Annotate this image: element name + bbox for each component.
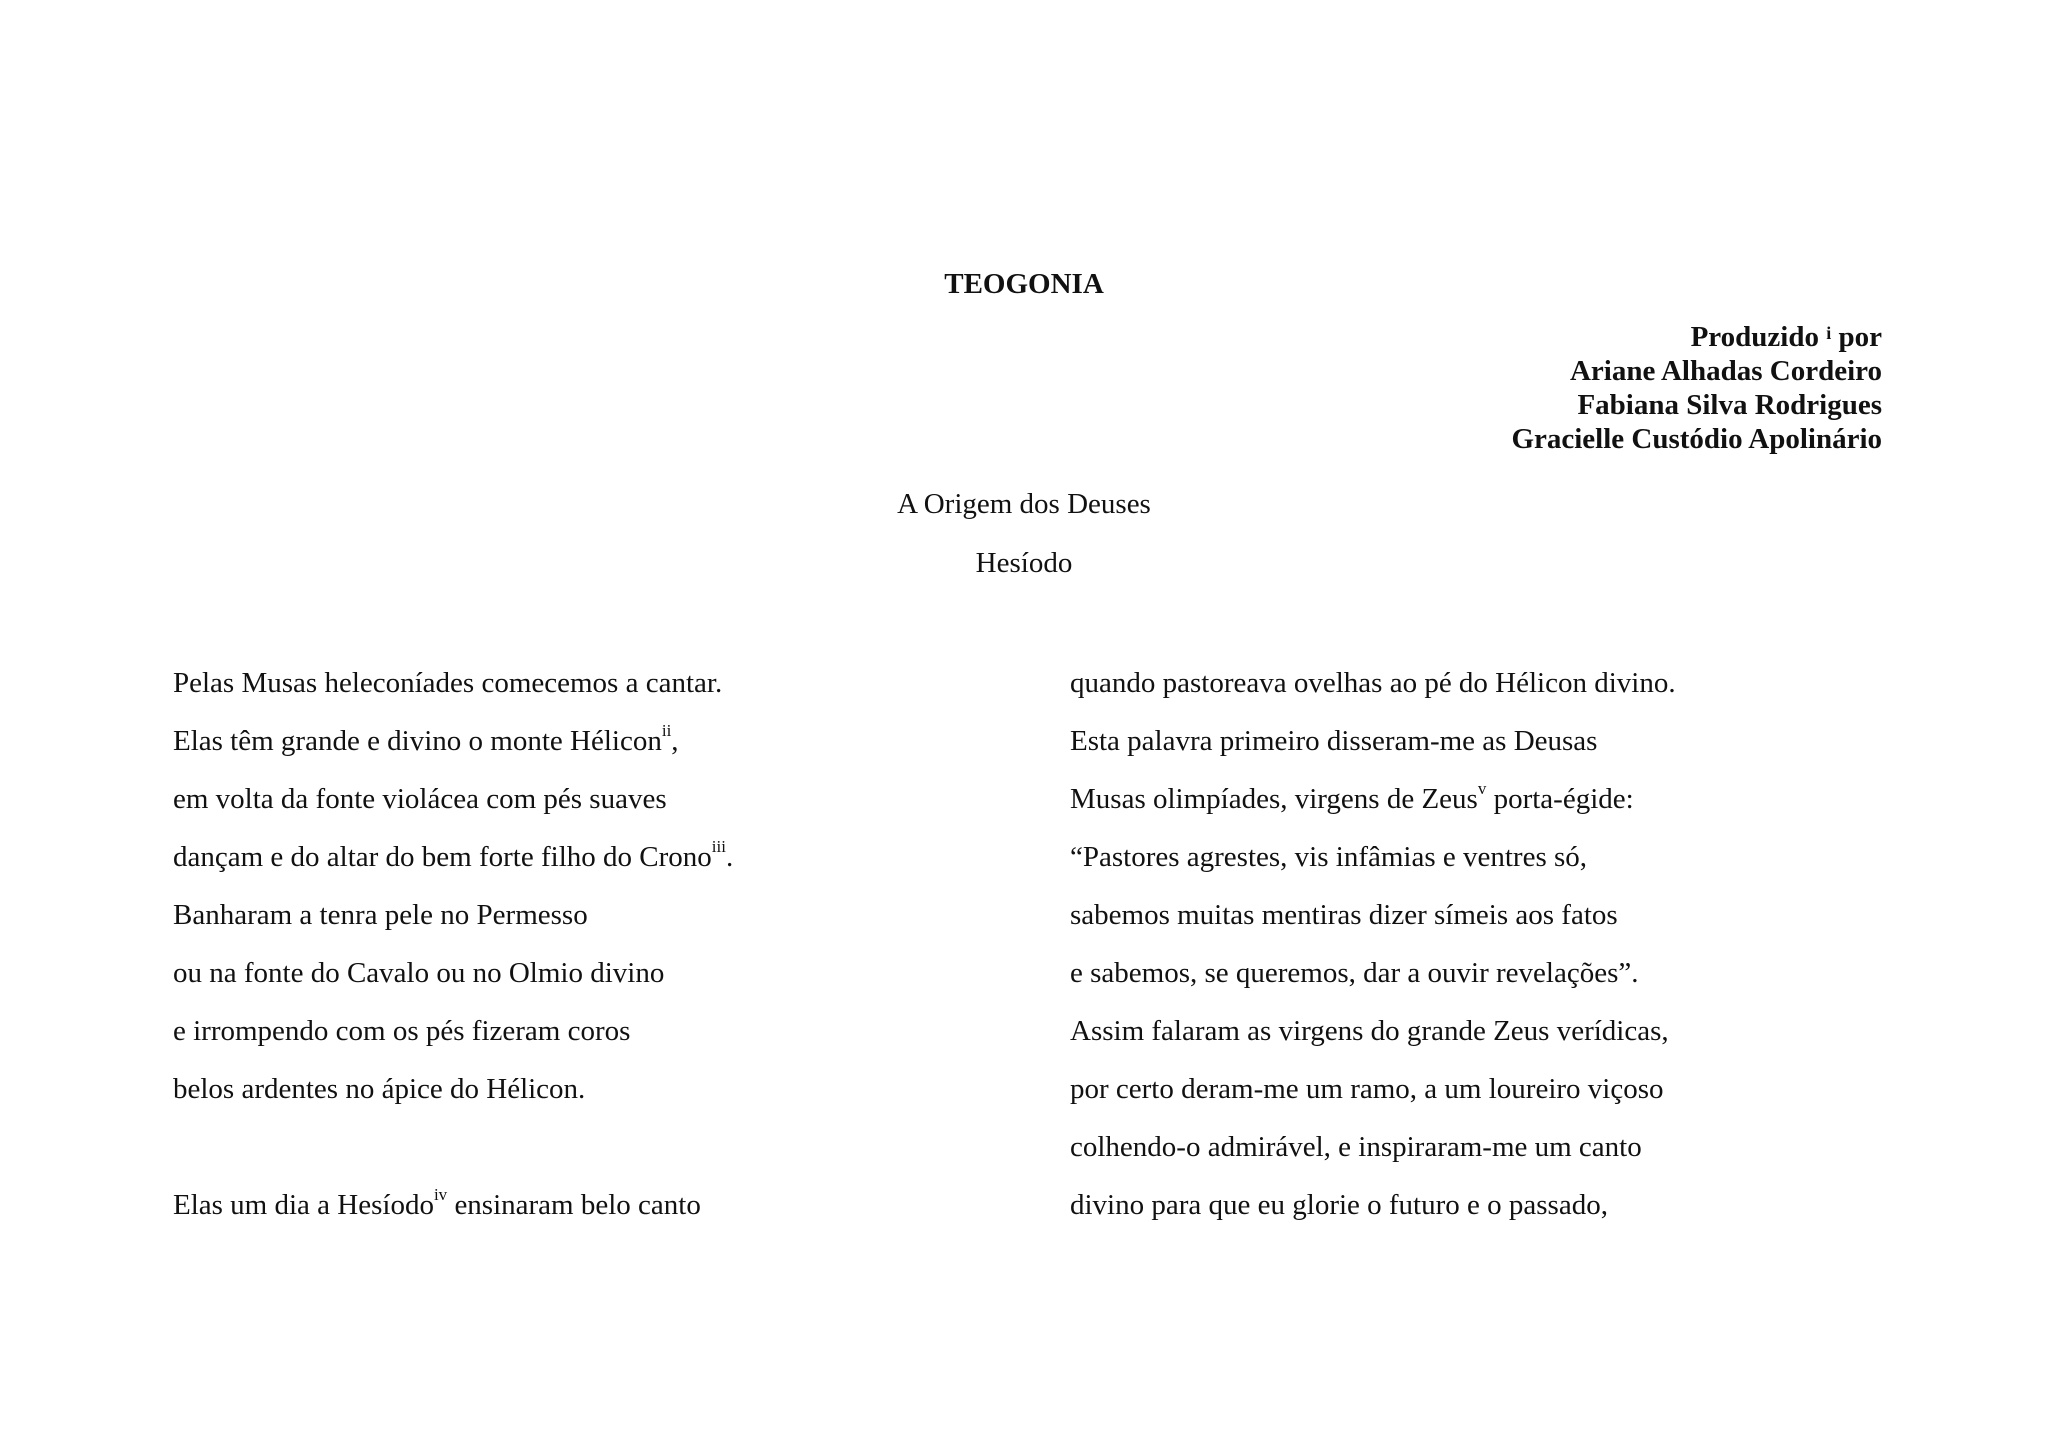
poem-verse (1070, 1176, 1910, 1234)
footnote-marker: iv (433, 1185, 448, 1205)
verse-text: belos ardentes no ápice do Hélicon. (173, 1073, 586, 1105)
poem-verse (1070, 712, 1910, 770)
poem-verse (173, 886, 1013, 944)
poem-verse (173, 1176, 1013, 1234)
poem-verse (1070, 886, 1910, 944)
footnote-marker: iii (711, 837, 726, 857)
poem-verse (173, 1118, 1013, 1176)
verse-text: e sabemos, se queremos, dar a ouvir revelações”. (1070, 957, 1639, 989)
verse-text: colhendo-o admirável, e inspiraram-me um canto (1070, 1131, 1642, 1163)
credits-block (1511, 320, 1882, 456)
verse-text: dançam e do altar do bem forte filho do Crono (173, 841, 712, 873)
poem-verse (173, 828, 1013, 886)
footnote-marker: i (1826, 323, 1832, 343)
poem-verse (1070, 944, 1910, 1002)
produced-label: Produzido (1690, 321, 1819, 353)
verse-text: Assim falaram as virgens do grande Zeus verídicas, (1070, 1015, 1669, 1047)
poem-verse (173, 1002, 1013, 1060)
verse-text: Banharam a tenra pele no Permesso (173, 899, 588, 931)
poem-verse (1070, 1002, 1910, 1060)
author-name: Fabiana Silva Rodrigues (1577, 389, 1882, 421)
poem-verse (1070, 1060, 1910, 1118)
verse-text: “Pastores agrestes, vis infâmias e ventres só, (1070, 841, 1588, 873)
footnote-marker: ii (661, 721, 672, 741)
verse-text: sabemos muitas mentiras dizer símeis aos fatos (1070, 899, 1618, 931)
poem-verse (1070, 654, 1910, 712)
verse-text-tail: ensinaram belo canto (447, 1189, 701, 1221)
footnote-marker: v (1477, 779, 1487, 799)
poem-verse (173, 944, 1013, 1002)
poem-verse (173, 712, 1013, 770)
produced-suffix: por (1838, 321, 1882, 353)
poem-verse (1070, 828, 1910, 886)
author-name: Gracielle Custódio Apolinário (1511, 423, 1882, 455)
poem-author: Hesíodo (975, 547, 1073, 579)
poem-column-left (173, 654, 1013, 1234)
verse-text: por certo deram-me um ramo, a um loureiro viçoso (1070, 1073, 1664, 1105)
verse-text: e irrompendo com os pés fizeram coros (173, 1015, 631, 1047)
verse-text: Musas olimpíades, virgens de Zeus (1070, 783, 1478, 815)
verse-text: divino para que eu glorie o futuro e o passado, (1070, 1189, 1608, 1221)
verse-text: em volta da fonte violácea com pés suaves (173, 783, 667, 815)
author-name: Ariane Alhadas Cordeiro (1569, 355, 1882, 387)
verse-text-tail: porta-égide: (1486, 783, 1634, 815)
poem-verse (173, 1060, 1013, 1118)
verse-text-tail: , (671, 725, 679, 757)
verse-text: ou na fonte do Cavalo ou no Olmio divino (173, 957, 665, 989)
poem-column-right (1070, 654, 1910, 1234)
verse-text: Elas têm grande e divino o monte Hélicon (173, 725, 662, 757)
produced-by-line (1511, 320, 1882, 354)
verse-text: Pelas Musas heleconíades comecemos a cantar. (173, 667, 723, 699)
document-subtitle: A Origem dos Deuses (897, 488, 1151, 520)
poem-verse (173, 770, 1013, 828)
poem-verse (173, 654, 1013, 712)
verse-text: quando pastoreava ovelhas ao pé do Hélicon divino. (1070, 667, 1676, 699)
verse-text-tail: . (725, 841, 734, 873)
poem-verse (1070, 770, 1910, 828)
verse-text: Esta palavra primeiro disseram-me as Deusas (1070, 725, 1598, 757)
document-title: TEOGONIA (944, 268, 1104, 300)
verse-text: Elas um dia a Hesíodo (173, 1189, 434, 1221)
poem-verse (1070, 1118, 1910, 1176)
